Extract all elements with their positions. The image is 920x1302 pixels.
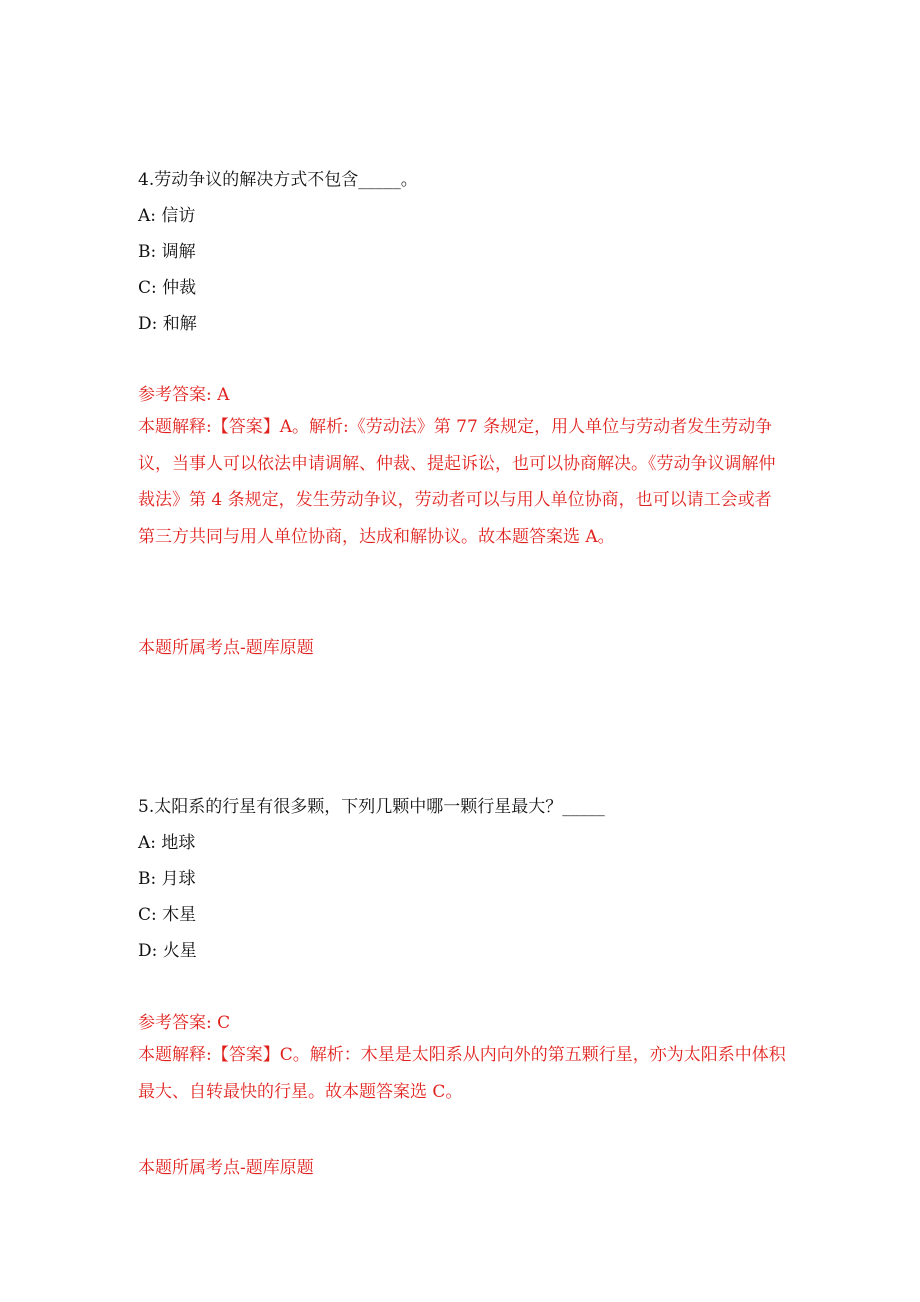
topic-label: 本题所属考点-题库原题 <box>138 1158 314 1178</box>
topic-label: 本题所属考点-题库原题 <box>138 638 314 658</box>
option-b: B: 月球 <box>138 869 196 889</box>
answer-explanation: 本题解释:【答案】A。解析:《劳动法》第 77 条规定，用人单位与劳动者发生劳动争议，当事人可以依法申请调解、仲裁、提起诉讼，也可以协商解决。《劳动争议调解仲裁法》第 4 条规定，发生劳动争议，劳动者可以与用人单位协商，也可以请工会或者第三方共同与用人单位协商，达成和解协议。故本题答案选 A。 <box>138 417 776 547</box>
question-stem: 4.劳动争议的解决方式不包含_____。 <box>138 170 418 190</box>
option-d: D: 和解 <box>138 314 197 334</box>
option-a: A: 信访 <box>138 206 196 226</box>
option-d: D: 火星 <box>138 941 197 961</box>
option-c: C: 仲裁 <box>138 278 197 298</box>
option-a: A: 地球 <box>138 833 196 853</box>
option-c: C: 木星 <box>138 905 197 925</box>
option-b: B: 调解 <box>138 242 196 262</box>
question-stem: 5.太阳系的行星有很多颗，下列几颗中哪一颗行星最大？_____ <box>138 797 605 817</box>
answer-explanation: 本题解释:【答案】C。解析：木星是太阳系从内向外的第五颗行星，亦为太阳系中体积最大、自转最快的行星。故本题答案选 C。 <box>138 1045 786 1102</box>
reference-answer: 参考答案: C <box>138 1013 231 1033</box>
reference-answer: 参考答案: A <box>138 385 230 405</box>
